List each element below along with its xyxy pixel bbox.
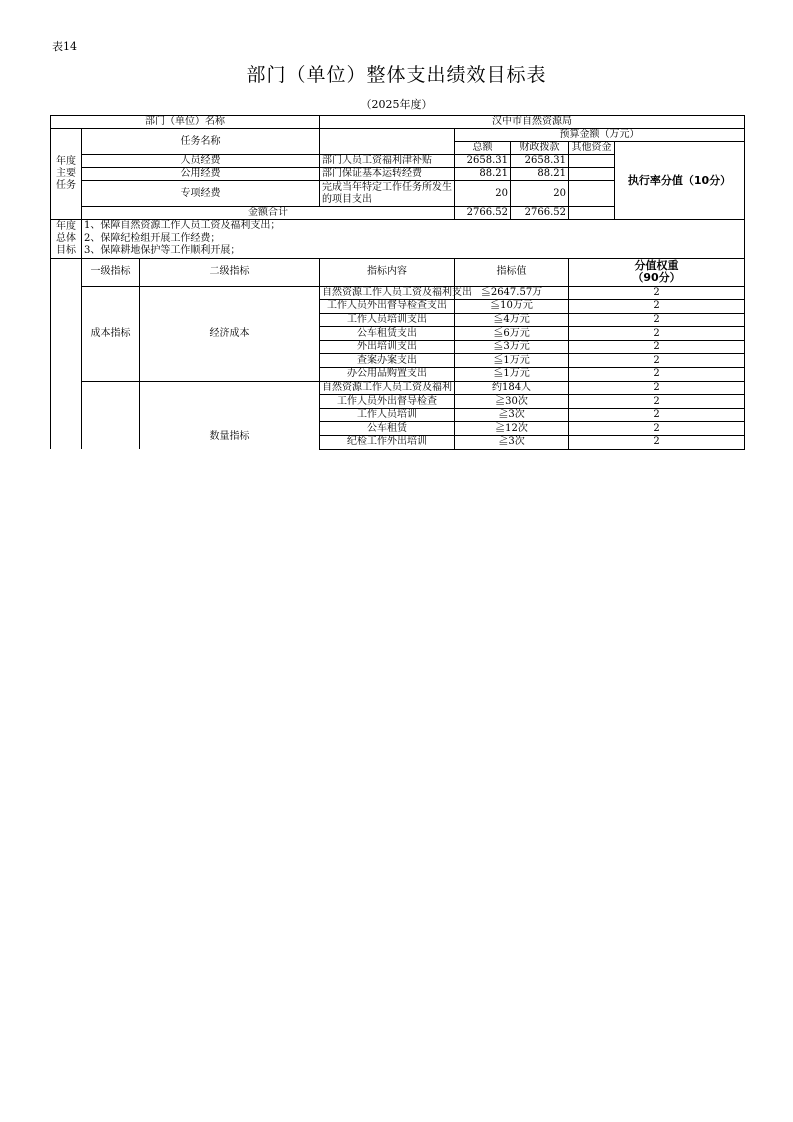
indicator-weight: 2 xyxy=(569,340,745,354)
task-fiscal: 2658.31 xyxy=(511,155,569,168)
indicator-weight: 2 xyxy=(569,313,745,327)
indicator-content: 查案办案支出 xyxy=(320,354,455,368)
indicator-value: ≦1万元 xyxy=(455,354,569,368)
task-other xyxy=(569,181,615,207)
indicator-content: 自然资源工作人员工资及福利支出 xyxy=(320,286,455,300)
indicator-weight: 2 xyxy=(569,368,745,382)
indicators-side-column xyxy=(51,258,82,449)
page-title: 部门（单位）整体支出绩效目标表 xyxy=(246,64,547,86)
indicator-value: ≦2647.57万 xyxy=(455,286,569,300)
sum-other xyxy=(569,207,615,220)
task-other xyxy=(569,155,615,168)
task-name-header: 任务名称 xyxy=(82,129,320,155)
task-content: 完成当年特定工作任务所发生的项目支出 xyxy=(320,181,455,207)
col-fiscal-header: 财政拨款 xyxy=(511,142,569,155)
indicator-weight: 2 xyxy=(569,395,745,409)
task-fiscal: 20 xyxy=(511,181,569,207)
indicator-weight: 2 xyxy=(569,381,745,395)
task-total: 2658.31 xyxy=(455,155,511,168)
goal-line: 1、保障自然资源工作人员工资及福利支出； xyxy=(84,220,281,231)
task-content: 部门人员工资福利津补贴 xyxy=(320,155,455,168)
level1-header: 一级指标 xyxy=(82,258,140,286)
indicator-value: ≦3万元 xyxy=(455,340,569,354)
budget-amount-header: 预算金额（万元） xyxy=(455,129,745,142)
level2-indicator: 数量指标 xyxy=(140,381,320,449)
indicator-weight: 2 xyxy=(569,436,745,450)
goal-line: 2、保障纪检组开展工作经费； xyxy=(84,232,221,244)
sum-label: 金额合计 xyxy=(82,207,455,220)
task-other xyxy=(569,168,615,181)
indicator-value: 约184人 xyxy=(455,381,569,395)
indicator-value: ≧12次 xyxy=(455,422,569,436)
indicator-content: 公车租赁 xyxy=(320,422,455,436)
indicator-content: 公车租赁支出 xyxy=(320,327,455,341)
indicator-content: 外出培训支出 xyxy=(320,340,455,354)
goal-line: 3、保障耕地保护等工作顺利开展； xyxy=(84,245,241,256)
indicator-weight: 2 xyxy=(569,408,745,422)
col-other-header: 其他资金 xyxy=(569,142,615,155)
indicator-weight: 2 xyxy=(569,286,745,300)
task-content: 部门保证基本运转经费 xyxy=(320,168,455,181)
indicator-value: ≦1万元 xyxy=(455,368,569,382)
indicator-weight: 2 xyxy=(569,422,745,436)
indicator-weight: 2 xyxy=(569,354,745,368)
indicator-content: 自然资源工作人员工资及福利 xyxy=(320,381,455,395)
indicator-content: 办公用品购置支出 xyxy=(320,368,455,382)
indicator-value: ≦4万元 xyxy=(455,313,569,327)
value-header: 指标值 xyxy=(455,258,569,286)
task-fiscal: 88.21 xyxy=(511,168,569,181)
indicator-value: ≧3次 xyxy=(455,408,569,422)
execution-rate-score: 执行率分值（10分） xyxy=(615,142,745,220)
indicator-value: ≦6万元 xyxy=(455,327,569,341)
indicator-value: ≧3次 xyxy=(455,436,569,450)
indicator-content: 纪检工作外出培训 xyxy=(320,436,455,450)
sum-fiscal: 2766.52 xyxy=(511,207,569,220)
dept-name-value: 汉中市自然资源局 xyxy=(320,116,745,129)
level1-indicator xyxy=(82,381,140,449)
performance-target-table xyxy=(50,115,745,450)
indicator-value: ≧30次 xyxy=(455,395,569,409)
level2-header: 二级指标 xyxy=(140,258,320,286)
sum-total: 2766.52 xyxy=(455,207,511,220)
task-name: 专项经费 xyxy=(82,181,320,207)
level1-indicator: 成本指标 xyxy=(82,286,140,381)
task-name: 人员经费 xyxy=(82,155,320,168)
indicator-content: 工作人员外出督导检查支出 xyxy=(320,300,455,314)
annual-tasks-label: 年度 主要 任务 xyxy=(51,129,82,220)
table-number: 表14 xyxy=(52,40,77,53)
level2-indicator: 经济成本 xyxy=(140,286,320,381)
indicator-content: 工作人员培训 xyxy=(320,408,455,422)
indicator-value: ≦10万元 xyxy=(455,300,569,314)
fiscal-year: （2025年度） xyxy=(360,98,433,111)
indicator-content: 工作人员外出督导检查 xyxy=(320,395,455,409)
content-header: 指标内容 xyxy=(320,258,455,286)
indicator-weight: 2 xyxy=(569,327,745,341)
annual-goals-label: 年度 总体 目标 xyxy=(51,220,82,259)
annual-goals-text xyxy=(82,220,745,259)
task-total: 88.21 xyxy=(455,168,511,181)
task-content-header xyxy=(320,129,455,155)
task-name: 公用经费 xyxy=(82,168,320,181)
indicator-content: 工作人员培训支出 xyxy=(320,313,455,327)
indicator-weight: 2 xyxy=(569,300,745,314)
dept-name-label: 部门（单位）名称 xyxy=(51,116,320,129)
col-total-header: 总额 xyxy=(455,142,511,155)
task-total: 20 xyxy=(455,181,511,207)
weight-header: 分值权重 （90分） xyxy=(569,258,745,286)
